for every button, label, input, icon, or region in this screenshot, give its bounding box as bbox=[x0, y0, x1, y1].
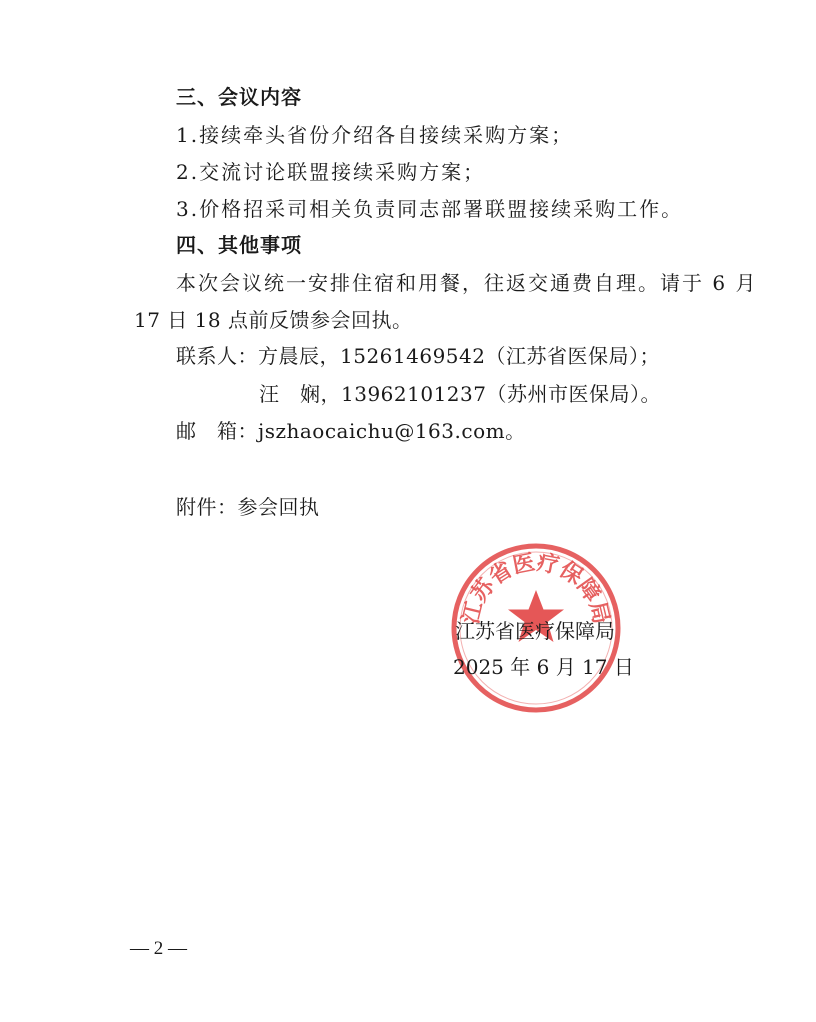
signature-date: 2025 年 6 月 17 日 bbox=[453, 655, 634, 679]
attachment-line: 附件：参会回执 bbox=[176, 495, 320, 519]
meeting-item-2: 2.交流讨论联盟接续采购方案； bbox=[176, 160, 486, 184]
section-heading-other-matters: 四、其他事项 bbox=[176, 233, 302, 257]
signature-org: 江苏省医疗保障局 bbox=[455, 619, 615, 643]
meeting-item-1: 1.接续牵头省份介绍各自接续采购方案； bbox=[176, 123, 574, 147]
contact-email: 邮 箱：jszhaocaichu@163.com。 bbox=[176, 419, 526, 443]
contact-person-2: 汪 娴，13962101237（苏州市医保局）。 bbox=[259, 382, 661, 406]
page-number: — 2 — bbox=[130, 938, 187, 959]
seal-arc-text: 江苏省医疗保障局 bbox=[457, 549, 615, 627]
meeting-item-3: 3.价格招采司相关负责同志部署联盟接续采购工作。 bbox=[176, 197, 684, 221]
other-matters-paragraph-line1: 本次会议统一安排住宿和用餐，往返交通费自理。请于 6 月 bbox=[176, 271, 758, 295]
contact-person-1: 联系人：方晨辰，15261469542（江苏省医保局）； bbox=[176, 344, 660, 368]
other-matters-paragraph-line2: 17 日 18 点前反馈参会回执。 bbox=[134, 308, 413, 332]
section-heading-meeting-content: 三、会议内容 bbox=[176, 85, 302, 109]
